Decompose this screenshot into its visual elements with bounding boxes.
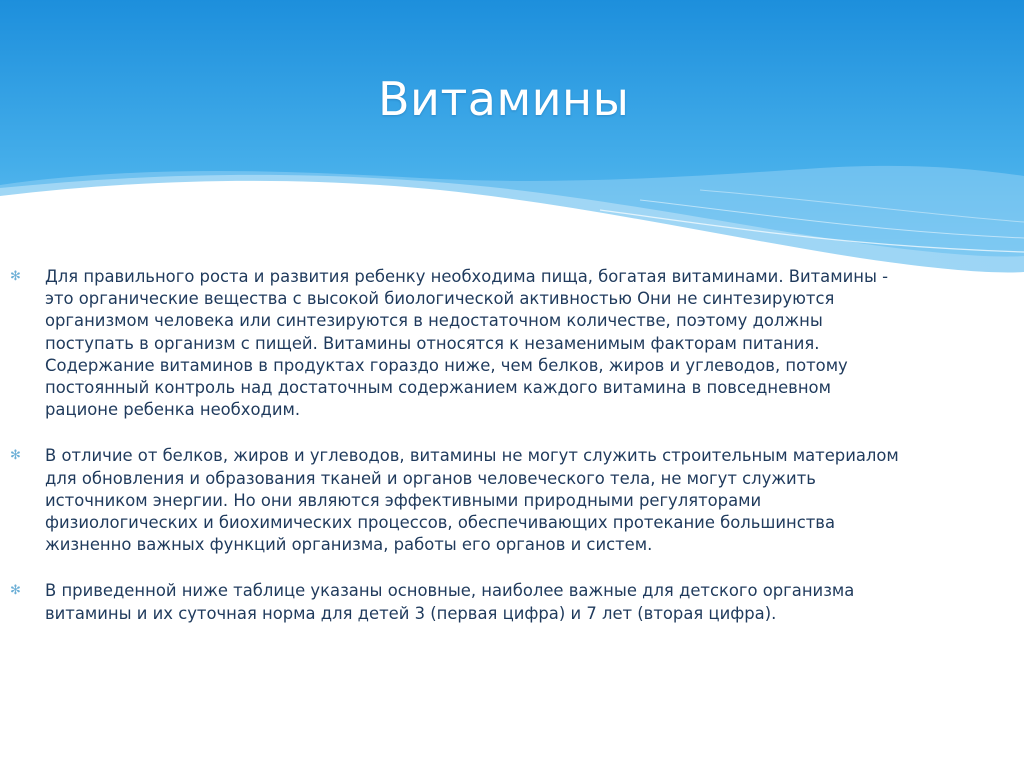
- asterisk-bullet-icon: ✻: [10, 269, 21, 284]
- bullet-list: [0, 266, 1024, 649]
- bullet-item-3: [0, 580, 1024, 624]
- wave-banner-background: [0, 0, 1024, 300]
- bullet-item-2: [0, 445, 1024, 556]
- asterisk-bullet-icon: ✻: [10, 583, 21, 599]
- slide-title: Витамины: [378, 72, 630, 126]
- bullet-text-2: В отличие от белков, жиров и углеводов, витамины не могут служить строительным материалом для обновления и образования тканей и органов человеческого тела, не могут служить источником энергии. Но они являются эффективными природными регуляторами физиологических и биохимических процессов, обеспечивающих протекание большинства жизненно важных функций организма, работы его органов и систем.: [45, 446, 899, 555]
- bullet-text-1: Для правильного роста и развития ребенку необходима пища, богатая витаминами. Витамины - это органические вещества с высокой биологической активностью Они не синтезируются организмом человека или синтезируются в недостаточном количестве, поэтому должны поступать в организм с пищей. Витамины относятся к незаменимым факторам питания. Содержание витаминов в продуктах гораздо ниже, чем белков, жиров и углеводов, потому постоянный контроль над достаточным содержанием каждого витамина в повседневном рационе ребенка необходим.: [45, 267, 889, 420]
- asterisk-bullet-icon: ✻: [10, 448, 21, 464]
- bullet-text-3: В приведенной ниже таблице указаны основные, наиболее важные для детского организма витамины и их суточная норма для детей 3 (первая цифра) и 7 лет (вторая цифра).: [45, 581, 855, 623]
- bullet-item-1: [0, 266, 1024, 421]
